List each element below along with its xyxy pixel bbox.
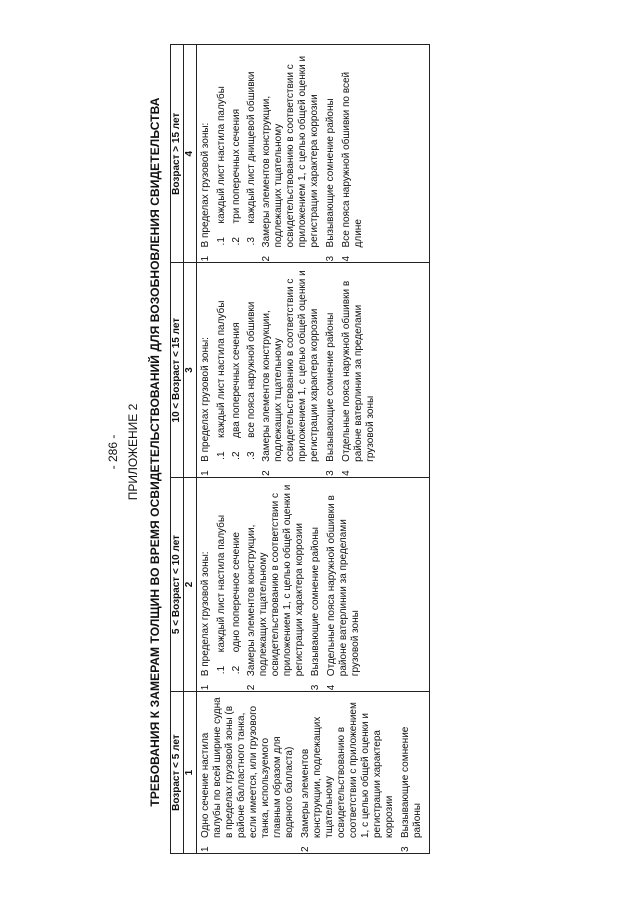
column-number-row [184,45,197,854]
sub-item: .3 все пояса наружной обшивки [246,301,257,460]
sub-item: .2 одно поперечное сечение [231,532,242,675]
list-item: 3 Вызывающие сомнение районы [325,312,336,476]
sub-item: .3 каждый лист днищевой обшивки [246,71,257,246]
page-number: - 286 - [106,434,120,470]
list-item: 2 Замеры элементов конструкции, подлежащих тщательному освидетельствованию в соответствии с приложением 1, с целью общей оценки и регистрации характера коррозии [246,484,305,691]
list-item: 1 В пределах грузовой зоны: [200,551,211,691]
list-item: 1 В пределах грузовой зоны: [200,122,211,262]
list-item: 2 Замеры элементов конструкции, подлежащих тщательному освидетельствованию в соответствии с приложением 1, с целью общей оценки и регистрации характера коррозии [261,270,320,476]
cell-age-under-5 [197,692,430,854]
list-item: 1 В пределах грузовой зоны: [200,337,211,476]
cell-age-5-10 [197,477,430,691]
list-item: 4 Отдельные пояса наружной обшивки в районе ватерлинии за пределами грузовой зоны [326,495,361,691]
cell-age-over-15 [197,45,430,263]
column-header: 5 < Возраст < 10 лет [171,477,184,691]
column-header: Возраст < 5 лет [171,692,184,854]
column-number: 2 [184,477,197,691]
column-number: 3 [184,263,197,477]
sub-item: .1 каждый лист настила палубы [216,86,227,246]
list-item: 4 Все пояса наружной обшивки по всей длине [341,71,364,262]
document-title: ТРЕБОВАНИЯ К ЗАМЕРАМ ТОЛЩИН ВО ВРЕМЯ ОСВИДЕТЕЛЬСТВОВАНИЙ ДЛЯ ВОЗОБНОВЛЕНИЯ СВИДЕТЕЛЬСТВА [148,97,162,807]
column-number: 1 [184,692,197,854]
sub-item: .2 три поперечных сечения [231,108,242,246]
cell-age-10-15 [197,263,430,477]
sub-item: .1 каждый лист настила палубы [216,514,227,675]
list-item: 2 Замеры элементов конструкции, подлежащих тщательному освидетельствованию в соответствии с приложением 1, с целью общей оценки и регистрации характера коррозии [261,55,320,262]
sub-item: .1 каждый лист настила палубы [216,300,227,460]
list-item: 1 Одно сечение настила палубы по всей ширине судна в пределах грузовой зоны (в районе балластного танка, если имеется, или грузового танка, используемого главным образом для водяного балласта) [200,697,295,852]
thickness-requirements-table [170,44,430,854]
list-item: 4 Отдельные пояса наружной обшивки в районе ватерлинии за пределами грузовой зоны [341,280,376,476]
list-item: 3 Вызывающие сомнение районы [400,726,423,852]
column-number: 4 [184,45,197,263]
list-item: 2 Замеры элементов конструкции, подлежащих тщательному освидетельствованию в соответствии с приложением 1, с целью общей оценки и регистрации характера коррозии [300,702,395,852]
list-item: 3 Вызывающие сомнение районы [325,98,336,262]
sub-item: .2 два поперечных сечения [231,322,242,460]
column-header: 10 < Возраст < 15 лет [171,263,184,477]
table-row [197,45,430,854]
rotated-page [100,12,540,892]
list-item: 3 Вызывающие сомнение районы [310,527,321,691]
column-header: Возраст > 15 лет [171,45,184,263]
appendix-heading: ПРИЛОЖЕНИЕ 2 [126,403,140,501]
table-header-row [171,45,184,854]
